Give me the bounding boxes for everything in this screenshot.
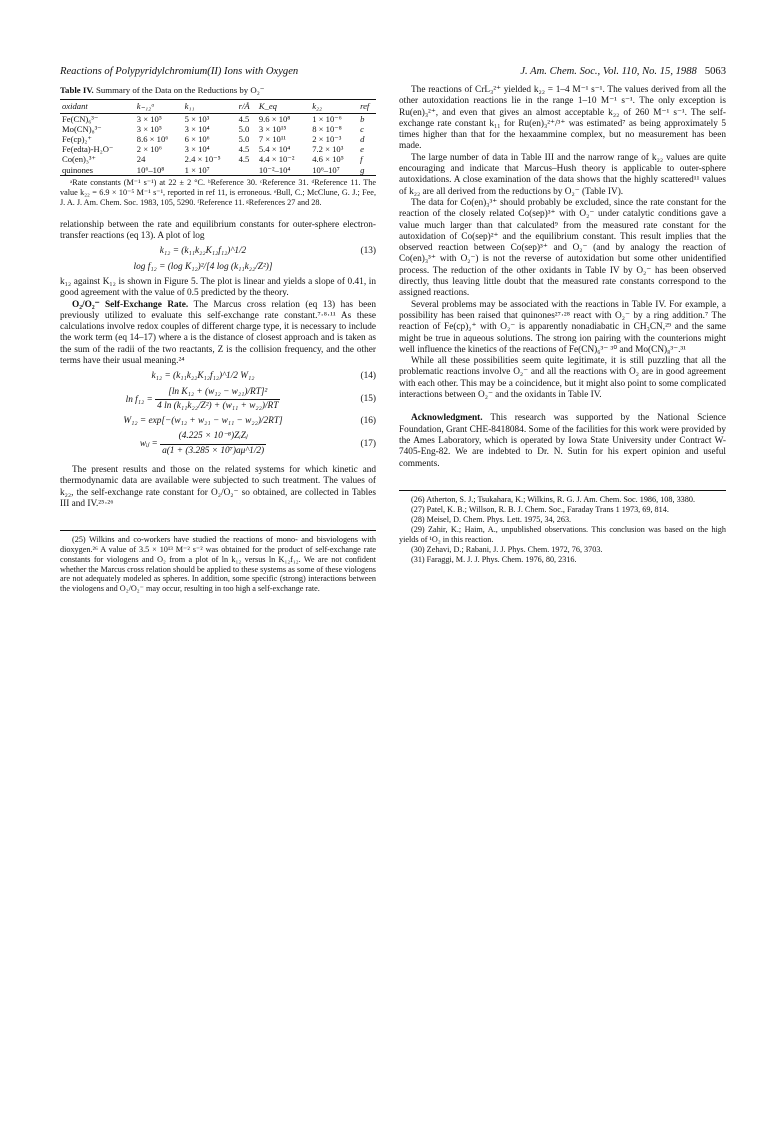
table-cell: 10⁶–10⁸ xyxy=(135,165,183,176)
table-column-header: k₂₂ xyxy=(310,100,358,113)
table-column-header: k₁₁ xyxy=(183,100,237,113)
section-heading: O₂/O₂⁻ Self-Exchange Rate. xyxy=(72,299,189,310)
table-row xyxy=(60,165,376,176)
table-caption-label: Table IV. xyxy=(60,85,94,95)
table-cell: Fe(CN)₆³⁻ xyxy=(62,113,99,124)
table-cell: 2 × 10⁶ xyxy=(136,144,162,155)
table-column-header: k₋₁₂ᵃ xyxy=(135,100,183,113)
paragraph-text: The Marcus cross relation (eq 13) has been previously utilized to evaluate this self-exchange rate constant.⁷·⁸·¹¹ As these calculations involve redox couples of different charge type, it is necessary to include the work term (eq 14–17) where a is the distance of closest approach and is taken as the sum of the radii of the two reactants, Z is the collision frequency, and the other terms have their usual meaning.²⁴ xyxy=(60,299,377,366)
equation-lhs: ln f₁₂ = xyxy=(125,394,153,405)
table-row xyxy=(60,134,376,144)
acknowledgment-heading: Acknowledgment. xyxy=(411,413,483,424)
paragraph: The present results and those on the related systems for which kinetic and thermodynamic data are available were subjected to such treatment. The values of k₂₂, the self-exchange rate constant for O₂/O₂⁻ so obtained, are collected in Tables III and IV.²⁵·²⁶ xyxy=(60,465,376,509)
table-cell: Fe(cp)₂⁺ xyxy=(62,133,92,144)
table-cell: 4.5 xyxy=(238,144,250,155)
table-cell: 10⁻²–10⁴ xyxy=(257,165,310,176)
table-cell: 24 xyxy=(136,154,146,165)
table-column-header: K_eq xyxy=(257,100,310,113)
equation-numerator: [ln K₁₂ + (w₁₂ − w₂₁)/RT]² xyxy=(155,387,280,400)
table-cell: 1 × 10⁻⁶ xyxy=(312,113,342,124)
reference-item: (26) Atherton, S. J.; Tsukahara, K.; Wilkins, R. G. J. Am. Chem. Soc. 1986, 108, 3380. xyxy=(411,494,695,504)
table-cell: Fe(edta)-H₂O⁻ xyxy=(62,144,114,155)
equation-number: (13) xyxy=(360,246,376,257)
equation-denominator: 4 ln (k₁₁k₂₂/Z²) + (w₁₁ + w₂₂)/RT xyxy=(157,400,279,411)
page-number: 5063 xyxy=(704,66,726,77)
table-cell: 8 × 10⁻⁸ xyxy=(312,123,342,134)
equation-body: W₁₂ = exp[−(w₁₂ + w₂₁ − w₁₁ − w₂₂)/2RT] xyxy=(123,416,283,427)
table-cell: 3 × 10⁴ xyxy=(184,144,210,155)
table-row xyxy=(60,124,376,134)
paragraph: The large number of data in Table III and the narrow range of k₂₂ values are quite encouraging and indicate that Marcus–Hush theory is applicable to outer-sphere autoxidations. A close examination of the data shows that the highly scattered¹¹ values of k₂₂ are all derived from the reductions by O₂⁻ (Table IV). xyxy=(399,152,726,197)
running-head-title: Reactions of Polypyridylchromium(II) Ions with Oxygen xyxy=(60,66,299,77)
table-footnote: ᵃRate constants (M⁻¹ s⁻¹) at 22 ± 2 °C. ᵇReference 30. ᶜReference 31. ᵈReference 11. The value k₂₂ = 6.9 × 10⁻⁵ M⁻¹ s⁻¹, reported in ref 11, is erroneous. ᵉBull, C.; McClune, G. J.; Fee, J. A. J. Am. Chem. Soc. 1983, 105, 5290. ᶠReference 11. ᵍReferences 27 and 28. xyxy=(60,177,376,207)
table-row xyxy=(60,144,376,154)
equation-numerator: (4.225 × 10⁻⁸)ZᵢZⱼ xyxy=(160,431,266,444)
paragraph-self-exchange xyxy=(60,300,376,368)
table-cell: g xyxy=(358,165,376,176)
table-cell: 4.5 xyxy=(238,154,250,165)
table-cell: 3 × 10⁴ xyxy=(184,123,210,134)
table-caption-text: Summary of the Data on the Reductions by O₂⁻ xyxy=(95,85,265,95)
table-column-header: r/Å xyxy=(237,100,257,113)
table-cell: 6 × 10⁶ xyxy=(184,133,210,144)
table-header-row xyxy=(60,100,376,113)
table-caption xyxy=(60,85,376,96)
equation-13b xyxy=(60,262,376,273)
table-cell: 4.6 × 10⁵ xyxy=(312,154,344,165)
table-cell: 7.2 × 10³ xyxy=(312,144,344,155)
paragraph: The data for Co(en)₃³⁺ should probably be excluded, since the rate constant for the reaction of the closely related Co(sep)³⁺ with O₂⁻ under catalytic conditions gave a value much larger than that calculated⁹ from the measured rate constant for the autoxidation of Co(sep)²⁺ and the equilibrium constant. This result implies that the observed reaction between Co(sep)³⁺ and O₂⁻ (and by analogy the reaction of Co(en)₃³⁺ with O₂⁻) is not the reverse of autoxidation but some other unidentified process. The reduction of the other oxidants in Table IV by O₂⁻ has been observed directly, thus leaving little doubt that the measured rate constants correspond to the assigned reactions. xyxy=(399,197,726,299)
table-cell: 1 × 10⁷ xyxy=(183,165,237,176)
table-cell: c xyxy=(360,123,364,134)
reference-item: (30) Zehavi, D.; Rabani, J. J. Phys. Chem. 1972, 76, 3703. xyxy=(411,544,603,554)
table-column-header: oxidant xyxy=(60,100,135,113)
equation-body: k₁₂ = (k₁₁k₂₂K₁₂f₁₂)^1/2 xyxy=(159,246,247,257)
table-cell: 2 × 10⁻³ xyxy=(312,133,342,144)
paragraph: While all these possibilities seem quite legitimate, it is still puzzling that all the problematic reactions involve O₂⁻ and all the reactions with O₂ are in good agreement with each other. This may be a coincidence, but it might also point to some complicated interactions between O₂⁻ and the oxidants in Table IV. xyxy=(399,356,726,401)
equation-number: (14) xyxy=(360,371,376,382)
data-table xyxy=(60,99,376,175)
table-cell: Co(en)₃³⁺ xyxy=(62,154,96,165)
table-cell: 5 × 10³ xyxy=(184,113,210,124)
table-cell: 10⁶–10⁷ xyxy=(310,165,358,176)
paragraph: Several problems may be associated with the reactions in Table IV. For example, a possibility has been raised that quinones²⁷·²⁸ react with O₂⁻ by a ring addition.⁷ The reaction of Fe(cp)₂⁺ with O₂⁻ is apparently nonadiabatic in CH₃CN,²⁹ and the same might be true in aqueous solutions. The strong ion pairing with the counterions might well influence the kinetics of the reactions of Fe(CN)₆³⁻ ³⁰ and Mo(CN)₈³⁻.³¹ xyxy=(399,299,726,355)
paragraph: The reactions of CrL₃²⁺ yielded k₂₂ = 1–4 M⁻¹ s⁻¹. The values derived from all the other autoxidation reactions lie in the range 1–10 M⁻¹ s⁻¹. The only exception is Ru(en)₃²⁺, and even that gives an almost acceptable k₂₂ of 260 M⁻¹ s⁻¹. The self-exchange rate constant k₁₁ for Ru(en)₃²⁺/³⁺ was estimated⁷ as being approximately 5 times higher than that for the hexaammine complex, but no measurement has been made. xyxy=(399,85,726,152)
acknowledgment-text: This research was supported by the National Science Foundation, Grant CHE-8418084. Some of the facilities for this work were provided by the Ames Laboratory, which is operated by Iowa State University under Contract W-7405-Eng-82. We are indebted to Dr. N. Sutin for his expert opinion and useful comments. xyxy=(399,413,726,469)
equation-number: (16) xyxy=(360,416,376,427)
footnote-text: (25) Wilkins and co-workers have studied the reactions of mono- and bisviologens with dioxygen.²⁶ A value of 3.5 × 10¹³ M⁻² s⁻² was obtained for the product of self-exchange rate constants for viologens and O₂ from a plot of ln k₁₂ versus ln K₁₂f₁₂. We are not confident whether the Marcus cross relation should be applied to these systems as some of these viologens are not adequately modeled as spheres. In addition, some specific (strong) interactions between the viologens and O₂/O₂⁻ may occur, resulting in too high a self-exchange rate. xyxy=(60,535,376,594)
table-cell: 3 × 10⁵ xyxy=(136,123,162,134)
reference-item: (31) Faraggi, M. J. J. Phys. Chem. 1976, 80, 2316. xyxy=(411,554,577,564)
equation-number: (17) xyxy=(360,438,376,449)
table-body xyxy=(60,113,376,175)
table-row xyxy=(60,113,376,124)
equation-16 xyxy=(60,416,376,427)
table-cell: b xyxy=(360,113,365,124)
equation-15 xyxy=(60,387,376,413)
table-cell: Mo(CN)₈³⁻ xyxy=(62,123,102,134)
equation-lhs: wᵢⱼ = xyxy=(139,439,158,450)
table-cell: 5.0 xyxy=(238,133,250,144)
equation-13 xyxy=(60,246,376,257)
table-cell: 5.4 × 10⁴ xyxy=(258,144,291,155)
table-cell: 3 × 10¹⁵ xyxy=(258,123,287,134)
table-cell: 3 × 10⁵ xyxy=(136,113,162,124)
equation-17 xyxy=(60,431,376,457)
footnote-25 xyxy=(60,535,376,594)
paragraph: k₁₂ against K₁₂ is shown in Figure 5. The plot is linear and yields a slope of 0.41, in good agreement with the value of 0.5 predicted by the theory. xyxy=(60,276,376,299)
acknowledgment xyxy=(399,413,726,469)
table-cell: d xyxy=(360,133,365,144)
table-cell xyxy=(237,165,257,176)
table-cell: quinones xyxy=(60,165,135,176)
table-column-header: ref xyxy=(358,100,376,113)
paragraph: relationship between the rate and equilibrium constants for outer-sphere electron-transfer reactions (eq 13). A plot of log xyxy=(60,219,376,242)
running-head-journal xyxy=(478,66,726,77)
table-cell: 7 × 10¹¹ xyxy=(258,133,286,144)
references-divider xyxy=(399,490,726,491)
table-cell: 8.6 × 10⁶ xyxy=(136,133,169,144)
equation-number: (15) xyxy=(360,393,376,404)
left-column xyxy=(60,85,376,594)
table-cell: e xyxy=(360,144,364,155)
equation-14 xyxy=(60,371,376,382)
reference-item: (27) Patel, K. B.; Willson, R. B. J. Chem. Soc., Faraday Trans 1 1973, 69, 814. xyxy=(411,504,669,514)
table-cell: 9.6 × 10⁸ xyxy=(258,113,291,124)
right-column xyxy=(399,85,726,565)
table-cell: 5.0 xyxy=(238,123,250,134)
table-cell: f xyxy=(360,154,363,165)
reference-item: (28) Meisel, D. Chem. Phys. Lett. 1975, 34, 263. xyxy=(411,514,572,524)
reference-item: (29) Zahir, K.; Haim, A., unpublished observations. This conclusion was based on the high yields of ¹O₂ in this reaction. xyxy=(399,524,726,544)
table-row xyxy=(60,154,376,164)
footnote-divider xyxy=(60,530,376,531)
table-cell: 4.5 xyxy=(238,113,250,124)
equation-body: log f₁₂ = (log K₁₂)²/[4 log (k₁₁k₂₂/Z²)] xyxy=(133,261,273,272)
equation-denominator: a(1 + (3.285 × 10⁷)aμ^1/2) xyxy=(162,445,265,456)
reference-list xyxy=(399,495,726,565)
table-cell: 2.4 × 10⁻⁵ xyxy=(184,154,221,165)
table-cell: 4.4 × 10⁻² xyxy=(258,154,295,165)
journal-citation: J. Am. Chem. Soc., Vol. 110, No. 15, 1988 xyxy=(520,66,697,77)
equation-body: k₁₂ = (k₁₁k₂₂K₁₂f₁₂)^1/2 W₁₂ xyxy=(151,371,255,382)
